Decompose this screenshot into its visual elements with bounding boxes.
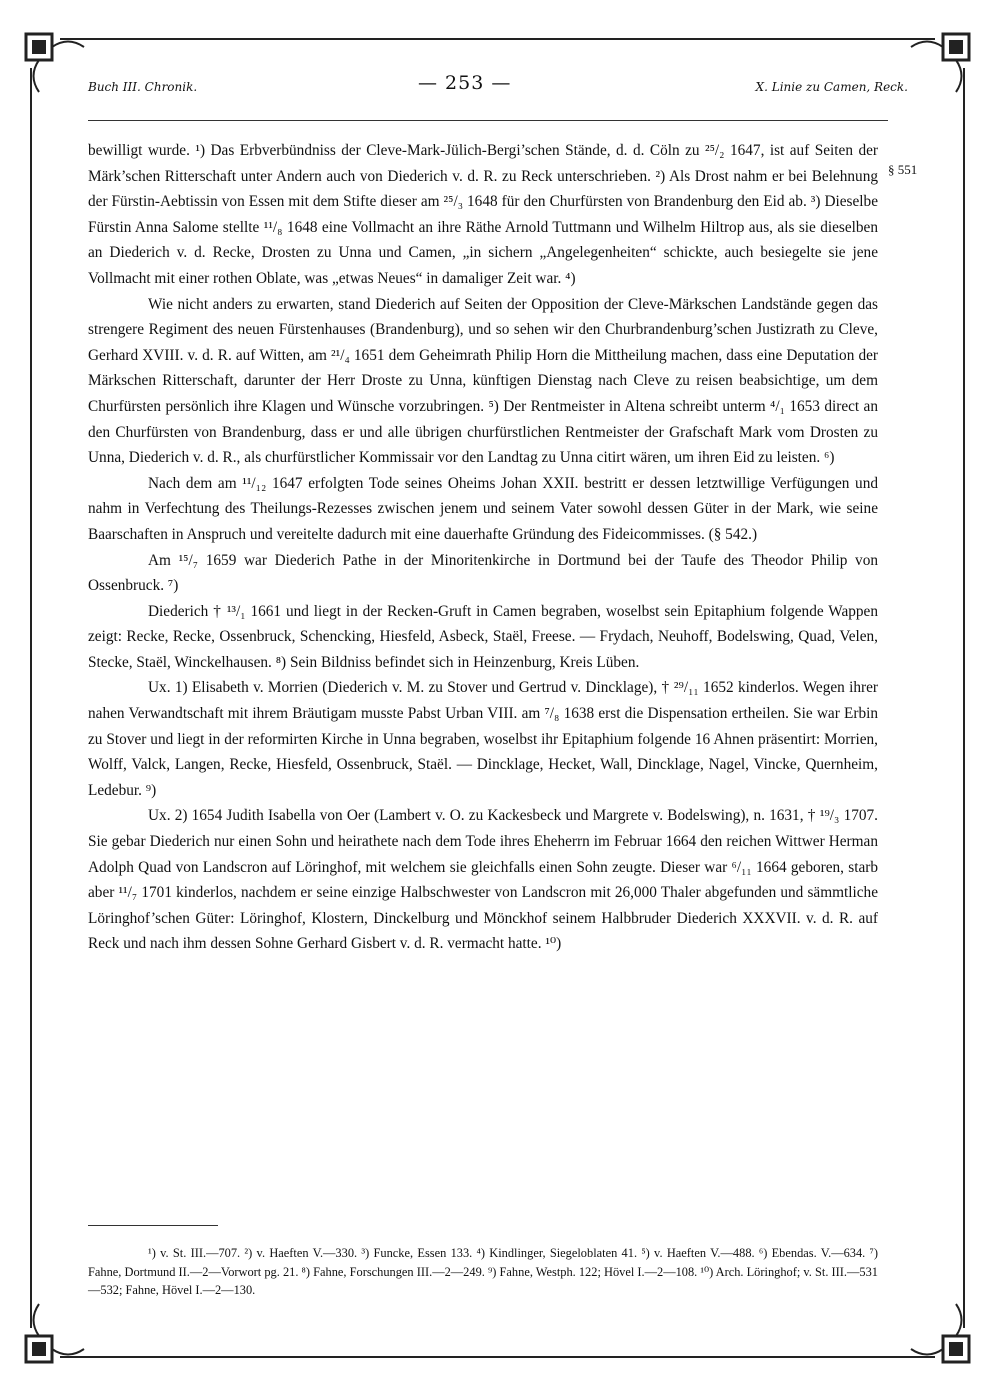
margin-section-reference: § 551 <box>888 162 918 177</box>
running-header <box>88 72 908 102</box>
corner-ornament-icon <box>907 26 977 96</box>
paragraph: Nach dem am ¹¹/₁₂ 1647 erfolgten Tode seines Oheims Johan XXII. bestritt er dessen letztwillige Verfügungen und nahm in Verfechtung des Theilungs-Rezesses zwischen jenem und seinem Vater sowohl dessen Güter in der Mark, wie seine Baarschaften in Anspruch und vereitelte dadurch mit eine dauerhafte Gründung des Fideicommisses. (§ 542.) <box>88 474 878 543</box>
footnote-text: ¹) v. St. III.—707. ²) v. Haeften V.—330. ³) Funcke, Essen 133. ⁴) Kindlinger, Siegeloblaten 41. ⁵) v. Haeften V.—488. ⁶) Ebendas. V.—634. ⁷) Fahne, Dortmund II.—2—Vorwort pg. 21. ⁸) Fahne, Forschungen III.—2—249. ⁹) Fahne, Westph. 122; Hövel I.—2—108. ¹⁰) Arch. Löringhof; v. St. III.—531—532; Fahne, Hövel I.—2—130. <box>88 1246 878 1297</box>
corner-ornament-icon <box>18 26 88 96</box>
paragraph: Ux. 2) 1654 Judith Isabella von Oer (Lambert v. O. zu Kackesbeck und Margrete v. Bodelswing), n. 1631, † ¹⁹/₃ 1707. Sie gebar Diederich nur einen Sohn und heirathete nach dem Tode ihres Eheherrn im Februar 1664 den reichen Wittwer Herman Adolph Quad von Landscron auf Löringhof, mit welchem sie gleichfalls einen Sohn zeugte. Dieser war ⁶/₁₁ 1664 geboren, starb aber ¹¹/₇ 1701 kinderlos, nachdem er seine einzige Halbschwester von Landscron mit 26,000 Thaler abgefunden und sämmtliche Löringhof’schen Güter: Löringhof, Klostern, Dinckelburg und Mönckhof seinem Halbbruder Diederich XXXVII. v. d. R. auf Reck und nach ihm dessen Sohne Gerhard Gisbert v. d. R. vermacht hatte. ¹⁰) <box>88 807 878 953</box>
footnotes <box>88 1244 878 1300</box>
paragraph: Wie nicht anders zu erwarten, stand Diederich auf Seiten der Opposition der Cleve-Märkschen Landstände gegen das strengere Regiment des neuen Fürstenhauses (Brandenburg), und so sehen wir den Churbrandenburg’schen Justizrath zu Cleve, Gerhard XVIII. v. d. R. auf Witten, am ²¹/₄ 1651 dem Geheimrath Philip Horn die Mittheilung machen, dass eine Deputation der Märkschen Ritterschaft, darunter der Herr Droste zu Unna, künftigen Dienstag nach Cleve zu reisen beabsichtige, um dem Churfürsten persönlich ihre Klagen und Wünsche vorzubringen. ⁵) Der Rentmeister in Altena schreibt unterm ⁴/₁ 1653 direct an den Churfürsten von Brandenburg, dass er und alle übrigen churfürstlichen Rentmeister der Grafschaft Mark vom Drosten zu Unna, Diederich v. d. R., als churfürstlicher Kommissair vor den Landtag zu Unna citirt wären, um ihren Eid zu leisten. ⁶) <box>88 295 878 467</box>
paragraph: Diederich † ¹³/₁ 1661 und liegt in der Recken-Gruft in Camen begraben, woselbst sein Epitaphium folgende Wappen zeigt: Recke, Recke, Ossenbruck, Schencking, Hiesfeld, Asbeck, Staël, Freese. — Frydach, Neuhoff, Bodelswing, Quad, Velen, Stecke, Staël, Winckelhausen. ⁸) Sein Bildniss befindet sich in Heinzenburg, Kreis Lüben. <box>88 602 878 671</box>
page-number: — 253 — <box>418 72 512 94</box>
body-text <box>88 138 878 957</box>
footnote-rule <box>88 1225 218 1226</box>
header-book-title: Buch III. Chronik. <box>88 80 198 94</box>
paragraph: bewilligt wurde. ¹) Das Erbverbündniss der Cleve-Mark-Jülich-Bergi’schen Stände, d. d. Cöln zu ²⁵/₂ 1647, ist auf Seiten der Märk’schen Ritterschaft unter Andern auch von Diederich v. d. R. zu Reck unterschrieben. ²) Als Drost nahm er bei Belehnung der Fürstin-Aebtissin von Essen mit dem Stifte dieser am ²⁵/₃ 1648 für den Churfürsten von Brandenburg den Eid ab. ³) Dieselbe Fürstin Anna Salome stellte ¹¹/₈ 1648 eine Vollmacht an ihre Räthe Arnold Tuttmann und Wilhelm Hiltrop aus, als sie dieselben an Diederich v. d. Recke, Drosten zu Unna und Camen, „in sichern „Angelegenheiten“ schickte, auch besiegelte sie jene Vollmacht mit einer rothen Oblate, was „etwas Neues“ in damaliger Zeit war. ⁴) <box>88 142 878 287</box>
corner-ornament-icon <box>18 1300 88 1370</box>
paragraph: Am ¹⁵/₇ 1659 war Diederich Pathe in der Minoritenkirche in Dortmund bei der Taufe des Theodor Philip von Ossenbruck. ⁷) <box>88 551 878 595</box>
header-section-title: X. Linie zu Camen, Reck. <box>755 80 908 94</box>
paragraph: Ux. 1) Elisabeth v. Morrien (Diederich v. M. zu Stover und Gertrud v. Dincklage), † ²⁹/₁₁ 1652 kinderlos. Wegen ihrer nahen Verwandtschaft mit ihrem Bräutigam musste Pabst Urban VIII. am ⁷/₈ 1638 erst die Dispensation ertheilen. Sie war Erbin zu Stover und liegt in der reformirten Kirche in Unna begraben, woselbst ihr Epitaphium folgende 16 Ahnen präsentirt: Morrien, Wolff, Valck, Langen, Recke, Hiesfeld, Ossenbruck, Staël. — Dincklage, Hecket, Wall, Dincklage, Nagel, Vincke, Quernheim, Ledebur. ⁹) <box>88 679 878 799</box>
header-rule <box>88 120 888 121</box>
corner-ornament-icon <box>907 1300 977 1370</box>
